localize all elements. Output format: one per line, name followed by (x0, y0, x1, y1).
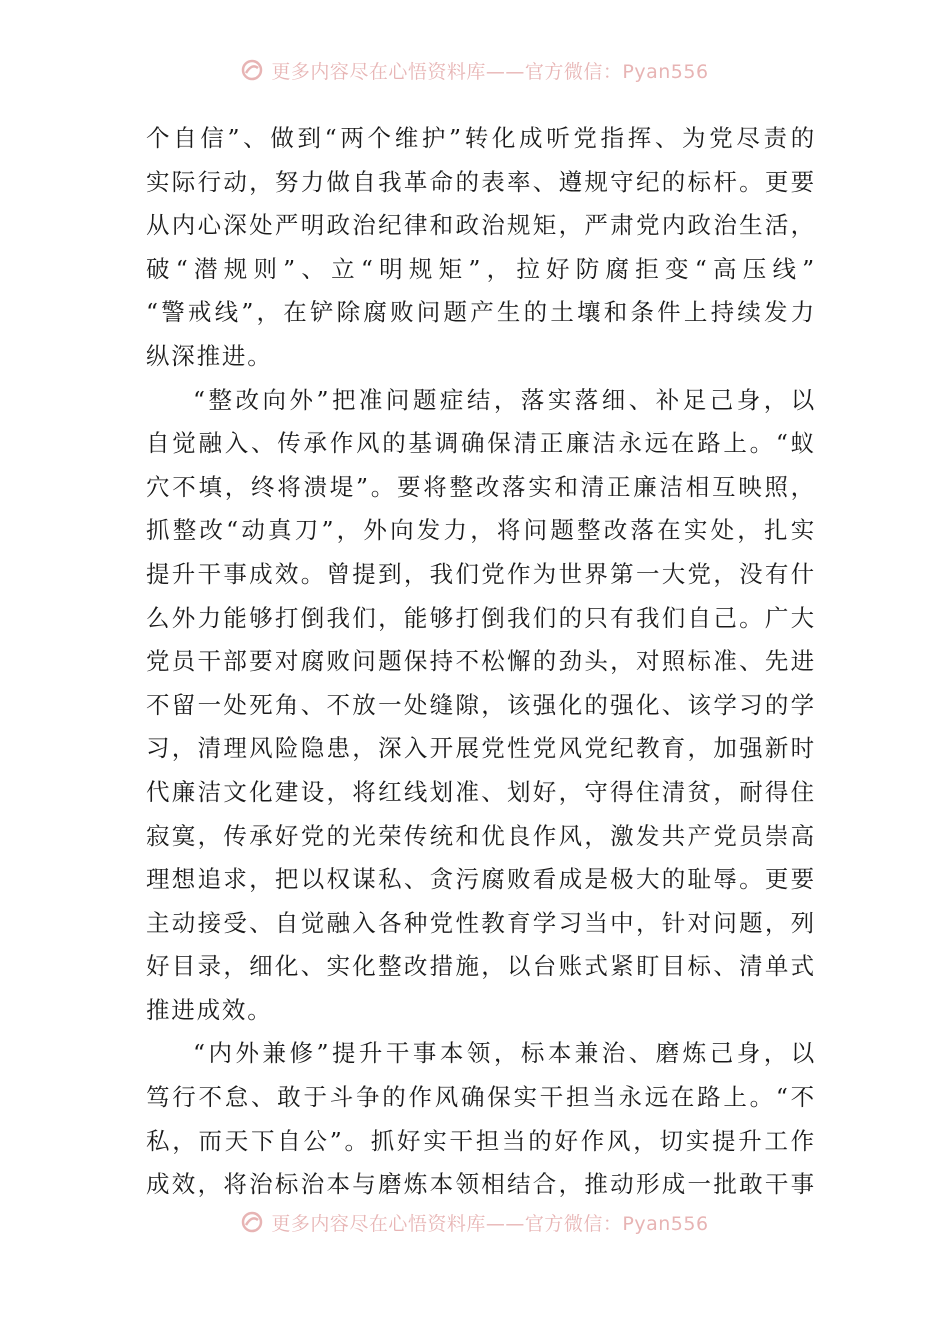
brand-logo-icon (241, 1211, 263, 1233)
text-line: 推进成效。 (146, 995, 273, 1024)
text-line: 习，清理风险隐患，深入开展党性党风党纪教育，加强新时 (146, 734, 816, 763)
text-line: 成效，将治标治本与磨炼本领相结合，推动形成一批敢干事 (146, 1170, 816, 1199)
text-line: 纵深推进。 (146, 341, 273, 370)
text-line: 私，而天下自公”。抓好实干担当的好作风，切实提升工作 (146, 1126, 816, 1155)
text-line: 穴不填，终将溃堤”。要将整改落实和清正廉洁相互映照， (146, 472, 816, 501)
text-line: 笃行不怠、敢于斗争的作风确保实干担当永远在路上。“不 (146, 1083, 816, 1112)
text-line: 不留一处死角、不放一处缝隙，该强化的强化、该学习的学 (146, 690, 816, 719)
header-watermark (0, 53, 950, 87)
text-line: 实际行动，努力做自我革命的表率、遵规守纪的标杆。更要 (146, 167, 816, 196)
text-line: 寂寞，传承好党的光荣传统和优良作风，激发共产党员崇高 (146, 821, 816, 850)
text-line: 理想追求，把以权谋私、贪污腐败看成是极大的耻辱。更要 (146, 865, 816, 894)
watermark-text: 更多内容尽在心悟资料库——官方微信：Pyan556 (271, 60, 709, 83)
document-body (146, 117, 816, 1207)
footer-watermark (0, 1205, 950, 1239)
text-line: 党员干部要对腐败问题保持不松懈的劲头，对照标准、先进 (146, 647, 816, 676)
text-line: “内外兼修”提升干事本领，标本兼治、磨炼己身，以 (193, 1039, 816, 1068)
text-line: 好目录，细化、实化整改措施，以台账式紧盯目标、清单式 (146, 952, 816, 981)
text-line: 自觉融入、传承作风的基调确保清正廉洁永远在路上。“蚁 (146, 429, 816, 458)
brand-logo-icon (241, 59, 263, 81)
text-line: 抓整改“动真刀”，外向发力，将问题整改落在实处，扎实 (146, 516, 816, 545)
text-line: 从内心深处严明政治纪律和政治规矩，严肃党内政治生活， (146, 211, 816, 240)
watermark-text: 更多内容尽在心悟资料库——官方微信：Pyan556 (271, 1212, 709, 1235)
text-line: 提升干事成效。曾提到，我们党作为世界第一大党，没有什 (146, 559, 816, 588)
text-line: 个自信”、做到“两个维护”转化成听党指挥、为党尽责的 (146, 124, 816, 152)
text-line: 代廉洁文化建设，将红线划准、划好，守得住清贫，耐得住 (146, 777, 816, 806)
text-line: 破“潜规则”、立“明规矩”，拉好防腐拒变“高压线” (146, 254, 816, 283)
text-line: “警戒线”，在铲除腐败问题产生的土壤和条件上持续发力 (146, 298, 816, 327)
text-line: 主动接受、自觉融入各种党性教育学习当中，针对问题，列 (146, 908, 816, 937)
text-line: 么外力能够打倒我们，能够打倒我们的只有我们自己。广大 (146, 603, 816, 632)
text-line: “整改向外”把准问题症结，落实落细、补足己身，以 (193, 385, 816, 414)
